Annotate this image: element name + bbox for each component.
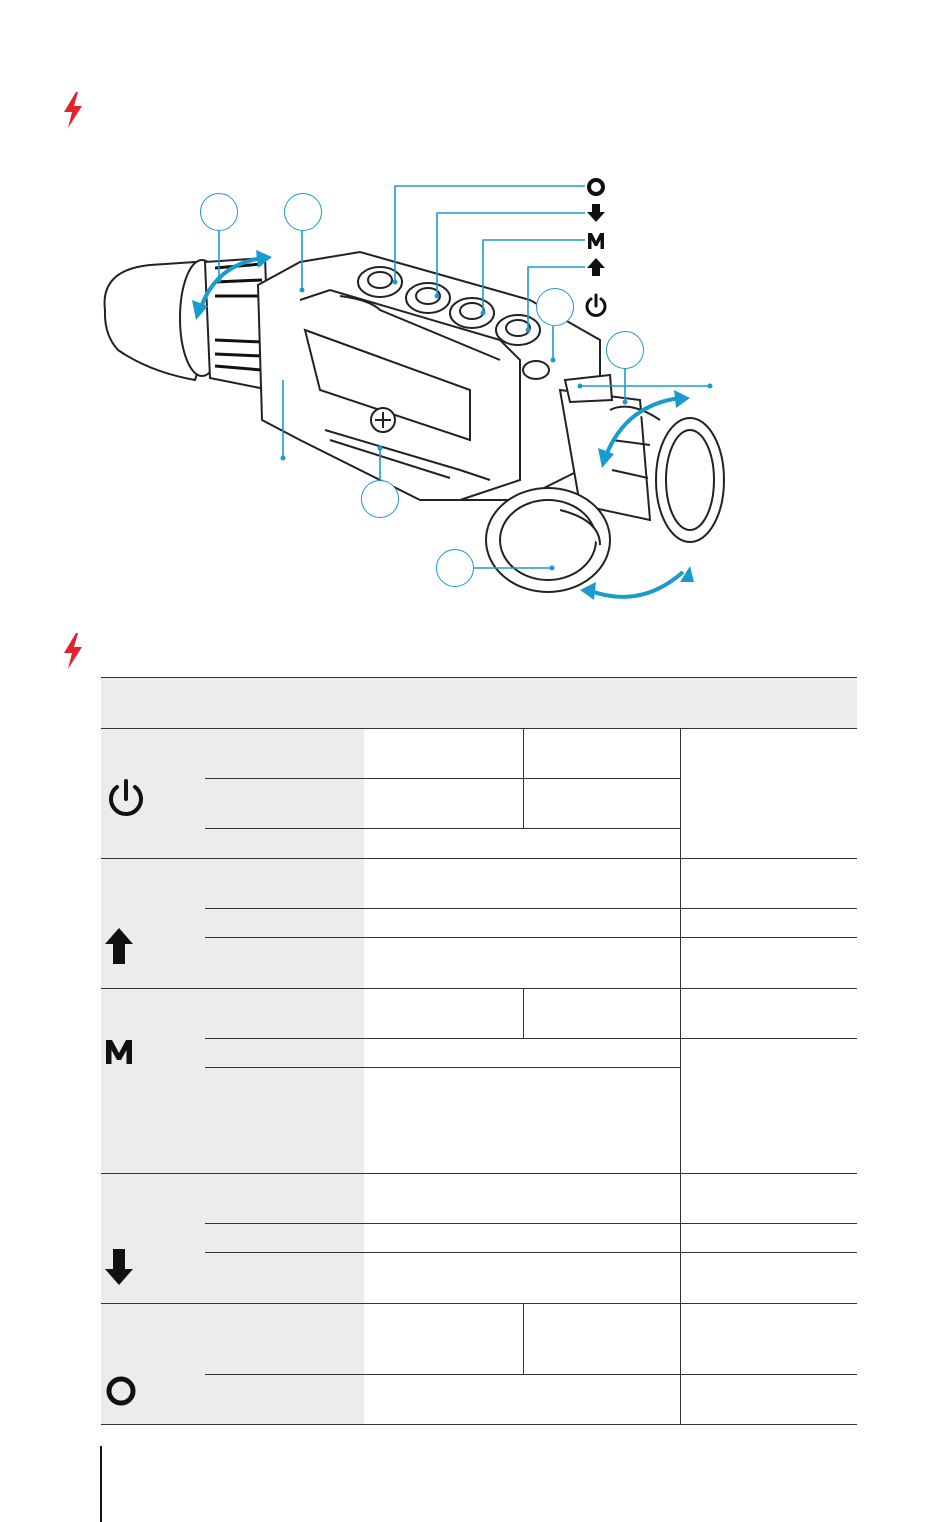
page-margin-rule: [100, 1446, 102, 1522]
controls-table: [101, 677, 857, 1425]
rule: [205, 1223, 857, 1224]
col-divider: [680, 1173, 681, 1303]
arrow-down-icon: [105, 1247, 135, 1287]
rule: [205, 828, 681, 829]
arrow-up-icon: [105, 926, 135, 966]
rule: [205, 937, 857, 938]
callout-body: [361, 480, 399, 518]
rule: [205, 1374, 857, 1375]
rule: [205, 1252, 857, 1253]
circle-ring-icon: [104, 1373, 144, 1409]
rule: [101, 677, 857, 678]
lens-cap: [486, 488, 610, 592]
callout-lens-cap: [436, 549, 474, 587]
device-diagram: [0, 160, 950, 620]
menu-m-icon: [586, 231, 606, 251]
rule: [101, 1173, 857, 1174]
rule: [205, 908, 857, 909]
rule: [101, 988, 857, 989]
callout-battery: [284, 193, 322, 231]
col-divider: [523, 988, 524, 1038]
power-icon: [104, 777, 148, 821]
col-divider: [680, 728, 681, 858]
rule: [205, 1067, 681, 1068]
col-divider: [680, 1303, 681, 1424]
callout-eyepiece: [200, 193, 238, 231]
col-divider: [523, 1303, 524, 1374]
col-divider: [680, 858, 681, 988]
menu-m-icon: [105, 1039, 135, 1065]
lightning-bolt-icon: [58, 631, 88, 671]
rule: [101, 858, 857, 859]
arrow-down-icon: [586, 202, 606, 224]
callout-power-button: [536, 288, 574, 326]
rule: [101, 1424, 857, 1425]
lightning-bolt-icon: [58, 90, 88, 130]
callout-focus-ring: [606, 331, 644, 369]
table-header: [101, 677, 857, 728]
col-divider: [680, 988, 681, 1173]
rule: [101, 1303, 857, 1304]
col-divider: [523, 728, 524, 828]
shaded-columns: [101, 728, 364, 1425]
arrow-up-icon: [586, 256, 606, 278]
rule: [205, 1038, 857, 1039]
power-icon: [582, 292, 610, 320]
circle-ring-icon: [584, 176, 608, 198]
rule: [205, 778, 681, 779]
rule: [101, 728, 857, 729]
